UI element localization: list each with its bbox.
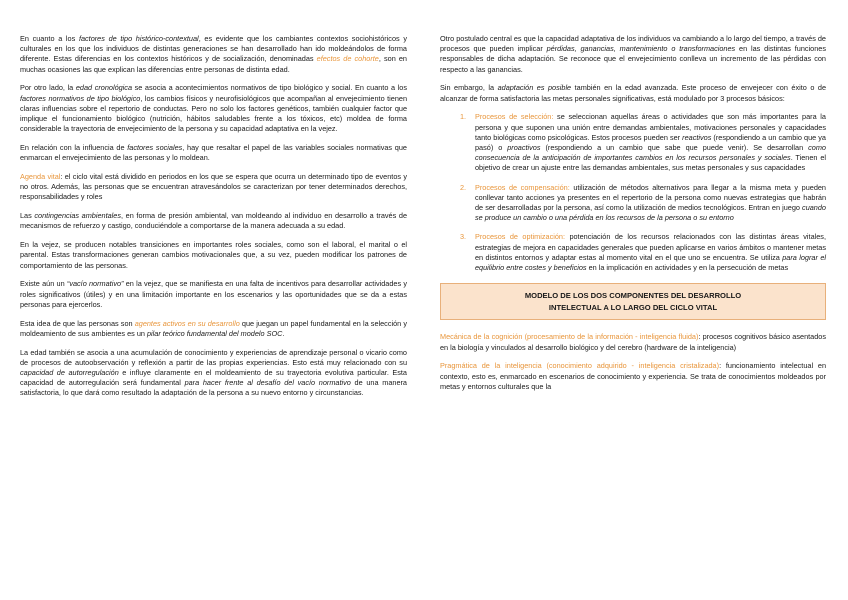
term-adaptation-possible: adaptación es posible	[497, 83, 572, 93]
term-biological-factors: factores normativos de tipo biológico	[20, 93, 141, 103]
term-cognitive-mechanics: Mecánica de la cognición (procesamiento de la información - inteligencia fluida)	[440, 332, 699, 342]
list-item-compensation: 2. Procesos de compensación: utilización de métodos alternativos para llegar a la misma meta y pueden conllevar tanto acciones ya presentes en el repertorio de la persona como nuevas estrategias que habrán de ser desarrolladas por la persona, así como la utilización de medios tecnológicos. Entran en juego cuando se produce un cambio o una pérdida en los recursos de la persona o su entorno	[460, 182, 826, 223]
paragraph-normative-void: Existe aún un “vacío normativo” en la vejez, que se manifiesta en una falta de incentivos para desarrollar actividades y roles significativos (útiles) y en una limitación importante en los escenarios y las oportunidades que se da a estas personas para ejercerlos.	[20, 279, 407, 309]
paragraph-adaptation-possible: Sin embargo, la adaptación es posible también en la edad avanzada. Este proceso de envejecer con éxito o de alcanzar de forma satisfactoria las metas personales significativas, está modulado por 3 procesos básicos:	[440, 83, 827, 103]
term-optimization-processes: Procesos de optimización:	[475, 232, 565, 242]
paragraph-self-regulation: La edad también se asocia a una acumulación de conocimiento y experiencias de aprendizaje personal o vicario como de procesos de autoobservación y reflexión a partir de las propias experiencias. Esto está muy relacionado con su capacidad de autorregulación e influye claramente en el moldeamiento de su trayectoria evolutiva particular. Esta capacidad de autorregulación será fundamental para hacer frente al desafío del vacío normativo de una manera satisfactoria, lo que dará como resultado la adaptación de la persona a su nuevo entorno y circunstancias.	[20, 347, 407, 398]
paragraph-intelligence-pragmatics: Pragmática de la inteligencia (conocimiento adquirido - inteligencia cristalizada): funcionamiento intelectual en contexto, esto es, enmarcado en escenarios de conocimiento y experiencia. Se trata de conocimientos moldeados por metas y entornos culturales que la	[440, 361, 826, 391]
model-title-box	[440, 283, 826, 320]
term-normative-void: “vacío normativo”	[66, 279, 124, 289]
paragraph-social-factors: En relación con la influencia de factores sociales, hay que resaltar el papel de las variables sociales normativas que enmarcan el envejecimiento de las personas y lo moldean.	[20, 143, 407, 163]
term-normative-void-challenge: para hacer frente al desafío del vacío normativo	[184, 378, 351, 388]
paragraph-old-age-transitions: En la vejez, se producen notables transiciones en importantes roles sociales, como son el laboral, el marital o el parental. Estas transformaciones generan cambios motivacionales que, a su vez, pueden modificar los patrones de comportamiento de las personas.	[20, 240, 407, 270]
paragraph-environmental-contingencies: Las contingencias ambientales, en forma de presión ambiental, van moldeando al individuo en desarrollo a través de mecanismos de refuerzo y castigo, conduciéndole a comportarse de la manera adecuada a su edad.	[20, 211, 407, 231]
term-historical-contextual: factores de tipo histórico-contextual	[78, 34, 199, 43]
paragraph-chronological-age: Por otro lado, la edad cronológica se asocia a acontecimientos normativos de tipo biológico y social. En cuanto a los factores normativos de tipo biológico, los cambios físicos y neurofisiológicos que acompañan al envejecimiento tienen claras influencias sobre el repertorio de conductas. Pero no solo los factores genéticos, también cualquier factor que implique el funcionamiento biológico (nutrición, hábitos saludables frente a los tóxicos, etc) moldea de forma considerable la trayectoria de envejecimiento de la persona y su capacidad adaptativa en la vejez.	[20, 83, 407, 134]
paragraph-life-agenda: Agenda vital: el ciclo vital está dividido en periodos en los que se espera que ocurra un determinado tipo de eventos y no otros. Además, las personas que se encuentran atravesándolos se caracterizan por tener determinados derechos, responsabilidades y roles	[20, 172, 407, 202]
term-self-regulation: capacidad de autorregulación	[20, 368, 119, 378]
term-soc-pillar: pilar teórico fundamental del modelo SOC	[146, 328, 283, 338]
paragraph-cognitive-mechanics: Mecánica de la cognición (procesamiento de la información - inteligencia fluida): procesos cognitivos básico asentados en la biología y vinculados al desarrollo biológico y del cerebro (hardware de la inteligencia)	[440, 332, 826, 352]
term-social-factors: factores sociales	[127, 143, 183, 153]
list-item-optimization: 3. Procesos de optimización: potenciación de los recursos relacionados con las distintas áreas vitales, estrategias de mejora en capacidades generales que pueden aplicarse en varios ámbitos o mantener metas en distintos entornos y adaptar estas al momento vital en el que uno se encuentra. Se utiliza para lograr el equilibrio entre costes y beneficios en la implicación en actividades y en la persecución de metas	[460, 232, 826, 273]
term-chronological-age: edad cronológica	[75, 83, 133, 93]
term-environmental-contingencies: contingencias ambientales	[34, 211, 122, 221]
paragraph-active-agents: Esta idea de que las personas son agentes activos en su desarrollo que juegan un papel fundamental en la selección y moldeamiento de sus ambientes es un pilar teórico fundamental del modelo SOC.	[20, 318, 407, 338]
right-column	[440, 34, 826, 401]
term-intelligence-pragmatics: Pragmática de la inteligencia (conocimiento adquirido - inteligencia cristalizada)	[440, 361, 720, 371]
term-selection-processes: Procesos de selección:	[475, 112, 554, 122]
model-title-line-1: MODELO DE LOS DOS COMPONENTES DEL DESARROLLO	[524, 291, 742, 301]
soc-process-list	[440, 112, 826, 273]
model-title-line-2: INTELECTUAL A LO LARGO DEL CICLO VITAL	[548, 302, 718, 312]
term-compensation-processes: Procesos de compensación:	[475, 182, 570, 192]
paragraph-adaptive-capacity: Otro postulado central es que la capacidad adaptativa de los individuos va cambiando a lo largo del tiempo, a través de procesos que pueden implicar pérdidas, ganancias, mantenimiento o transformaciones en las distintas funciones responsables de dicha adaptación. Se reconoce que el envejecimiento conlleva un incremento de las pérdidas con respecto a las ganancias.	[440, 34, 826, 74]
left-column	[20, 34, 407, 407]
term-cohort-effects: efectos de cohorte	[316, 54, 379, 64]
paragraph-historical-factors: En cuanto a los factores de tipo histórico-contextual, es evidente que los cambiantes contextos sociohistóricos y culturales en los que los individuos de distintas generaciones se han desarrollado han ido moldeándolos de forma diferente. Estas diferencias en los contextos históricos y de socialización, denominadas efectos de cohorte, son en muchas ocasiones las que explican las diferencias entre personas de distinta edad.	[20, 34, 407, 74]
term-losses-gains: pérdidas, ganancias, mantenimiento o transformaciones	[546, 44, 736, 54]
list-item-selection: 1. Procesos de selección: se seleccionan aquellas áreas o actividades que son más importantes para la persona y que suponen una unión entre demandas ambientales, motivaciones personales y capacidades tanto biológicas como psicológicas. Estos procesos pueden ser reactivos (respondiendo a un cambio que ya pasó) o proactivos (respondiendo a un cambio que sabe que puede venir). Se desarrollan como consecuencia de la anticipación de importantes cambios en los recursos personales y sociales. Tienen el objetivo de crear un ajuste entre las demandas ambientales, sus metas personales y sus capacidades	[460, 112, 826, 173]
term-life-agenda: Agenda vital	[20, 172, 61, 182]
term-active-agents: agentes activos en su desarrollo	[134, 318, 240, 328]
